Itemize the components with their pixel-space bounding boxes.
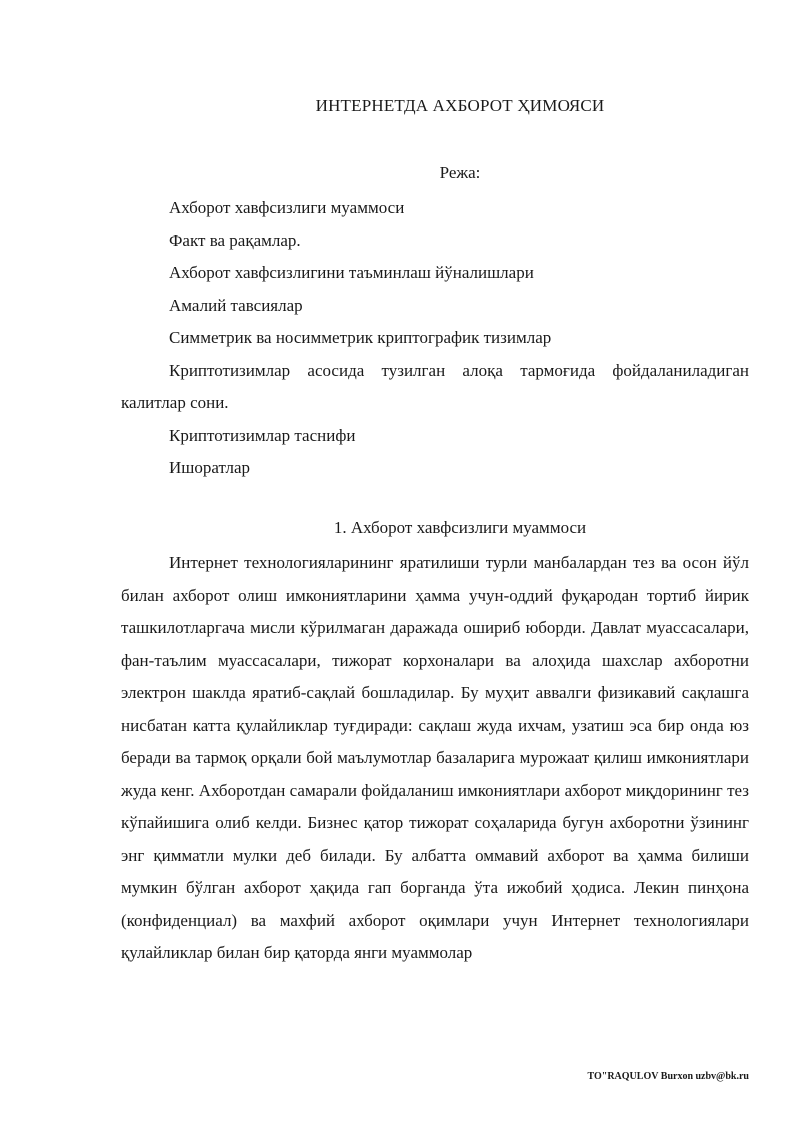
plan-item: Амалий тавсиялар [169, 295, 303, 315]
plan-list [121, 192, 749, 485]
plan-item: Ахборот хавфсизлигини таъминлаш йўналишлари [169, 263, 534, 282]
plan-item: Ишоратлар [169, 458, 251, 477]
plan-item: Ахборот хавфсизлиги муаммоси [169, 198, 405, 217]
document-title: ИНТЕРНЕТДА АХБОРОТ ҲИМОЯСИ [315, 96, 605, 115]
body-paragraph: Интернет технологияларининг яратилиши турли манбалардан тез ва осон йўл билан ахборот олиш имкониятларини ҳамма учун-оддий фуқародан тортиб йирик ташкилотларгача мисли кўрилмаган даражада ошириб юборди. Давлат муассасалари, фан-таълим муассасалари, тижорат корхоналари ва алоҳида шахслар ахборотни электрон шаклда яратиб-сақлай бошладилар. Бу муҳит аввалги физикавий сақлашга нисбатан катта қулайликлар туғдиради: сақлаш жуда ихчам, узатиш эса бир онда юз беради ва тармоқ орқали бой маълумотлар базаларига мурожаат қилиш имкониятлари жуда кенг. Ахборотдан самарали фойдаланиш имкониятлари ахборот миқдорининг тез кўпайишига олиб келди. Бизнес қатор тижорат соҳаларида бугун ахборотни ўзининг энг қимматли мулки деб билади. Бу албатта оммавий ахборот ва ҳамма билиши мумкин бўлган ахборот ҳақида гап борганда ўта ижобий ҳодиса. Лекин пинҳона (конфиденциал) ва махфий ахборот оқимлари учун Интернет технологиялари қулайликлар билан бир қаторда янги муаммолар [121, 553, 749, 962]
plan-item: Криптотизимлар таснифи [169, 425, 356, 445]
section-heading: 1. Ахборот хавфсизлиги муаммоси [333, 518, 587, 537]
plan-item: Симметрик ва носимметрик криптографик тизимлар [169, 328, 552, 347]
plan-item: Криптотизимлар асосида тузилган алоқа тармоғида фойдаланиладиган калитлар сони. [121, 360, 749, 412]
plan-heading: Режа: [439, 163, 481, 182]
page-footer: TO"RAQULOV Burxon uzbv@bk.ru [587, 1071, 749, 1082]
plan-item: Факт ва рақамлар. [169, 230, 301, 250]
